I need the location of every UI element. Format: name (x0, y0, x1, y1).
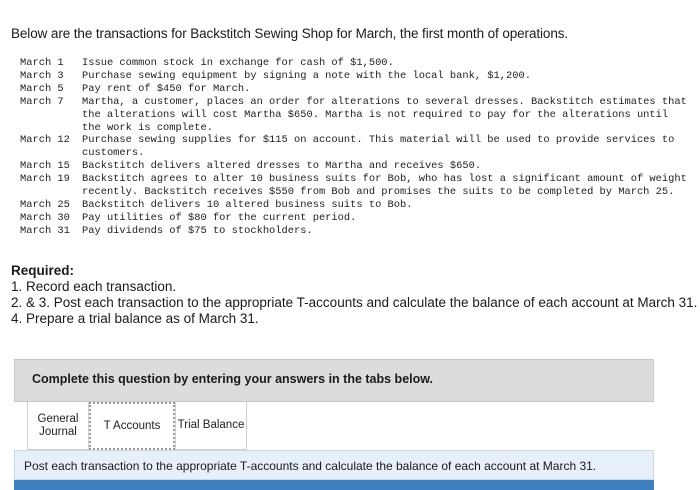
required-section (11, 263, 697, 327)
transaction-date: March 1 (20, 57, 64, 69)
required-item: 4. Prepare a trial balance as of March 31. (11, 311, 259, 326)
required-item: 2. & 3. Post each transaction to the appropriate T-accounts and calculate the balance of each account at March 31. (11, 295, 698, 310)
transaction-date: March 3 (20, 69, 64, 82)
transaction-description: Issue common stock in exchange for cash of $1,500. (82, 57, 394, 69)
transaction-date: March 7 (20, 95, 64, 108)
transaction-description: Pay utilities of $80 for the current period. (82, 211, 357, 224)
transaction-description: Martha, a customer, places an order for alterations to several dresses. Backstitch estimates that the alterations will cost Martha $650. Martha is not required to pay for the alterations until the work is complete. (82, 95, 694, 134)
transaction-date: March 12 (20, 134, 70, 147)
intro-text: Below are the transactions for Backstitch Sewing Shop for March, the first month of operations. (11, 26, 569, 41)
transaction-date: March 30 (20, 211, 70, 224)
transaction-list (20, 57, 694, 238)
tab-instruction-box (14, 450, 654, 480)
transaction-description: Pay dividends of $75 to stockholders. (82, 224, 313, 237)
panel-heading: Complete this question by entering your answers in the tabs below. (32, 372, 433, 386)
transaction-row (20, 57, 690, 70)
instructions-panel (14, 359, 654, 402)
transaction-row (20, 160, 690, 173)
transaction-row (20, 199, 690, 212)
transaction-row (20, 70, 690, 83)
transaction-description: Backstitch delivers altered dresses to Martha and receives $650. (82, 160, 482, 173)
required-item: 1. Record each transaction. (11, 279, 177, 294)
transaction-row (20, 95, 694, 135)
transaction-row (20, 212, 690, 225)
transaction-date: March 5 (20, 82, 64, 95)
transaction-description: Purchase sewing supplies for $115 on account. This material will be used to provide services to customers. (82, 134, 681, 160)
transaction-date: March 19 (20, 173, 70, 186)
transaction-date: March 15 (20, 160, 70, 173)
transaction-row (20, 225, 690, 238)
tab-trial-balance[interactable]: Trial Balance (175, 402, 247, 450)
accent-bar (14, 480, 654, 490)
tab-instruction-text: Post each transaction to the appropriate T-accounts and calculate the balance of each account at March 31. (24, 459, 597, 473)
transaction-date: March 25 (20, 198, 70, 211)
transaction-description: Purchase sewing equipment by signing a note with the local bank, $1,200. (82, 69, 531, 82)
transaction-row (20, 173, 694, 199)
transaction-description: Pay rent of $450 for March. (82, 82, 251, 95)
required-title: Required: (11, 263, 75, 278)
tab-general-journal[interactable]: General Journal (27, 402, 89, 450)
transaction-description: Backstitch agrees to alter 10 business suits for Bob, who has lost a significant amount of weight recently. Backstitch receives $550 from Bob and promises the suits to be completed by March 25. (82, 173, 694, 199)
transaction-row (20, 83, 690, 96)
tab-t-accounts[interactable]: T Accounts (89, 402, 175, 450)
transaction-description: Backstitch delivers 10 altered business suits to Bob. (82, 198, 413, 211)
transaction-date: March 31 (20, 224, 70, 237)
answer-tabs (27, 402, 247, 450)
transaction-row (20, 134, 690, 160)
